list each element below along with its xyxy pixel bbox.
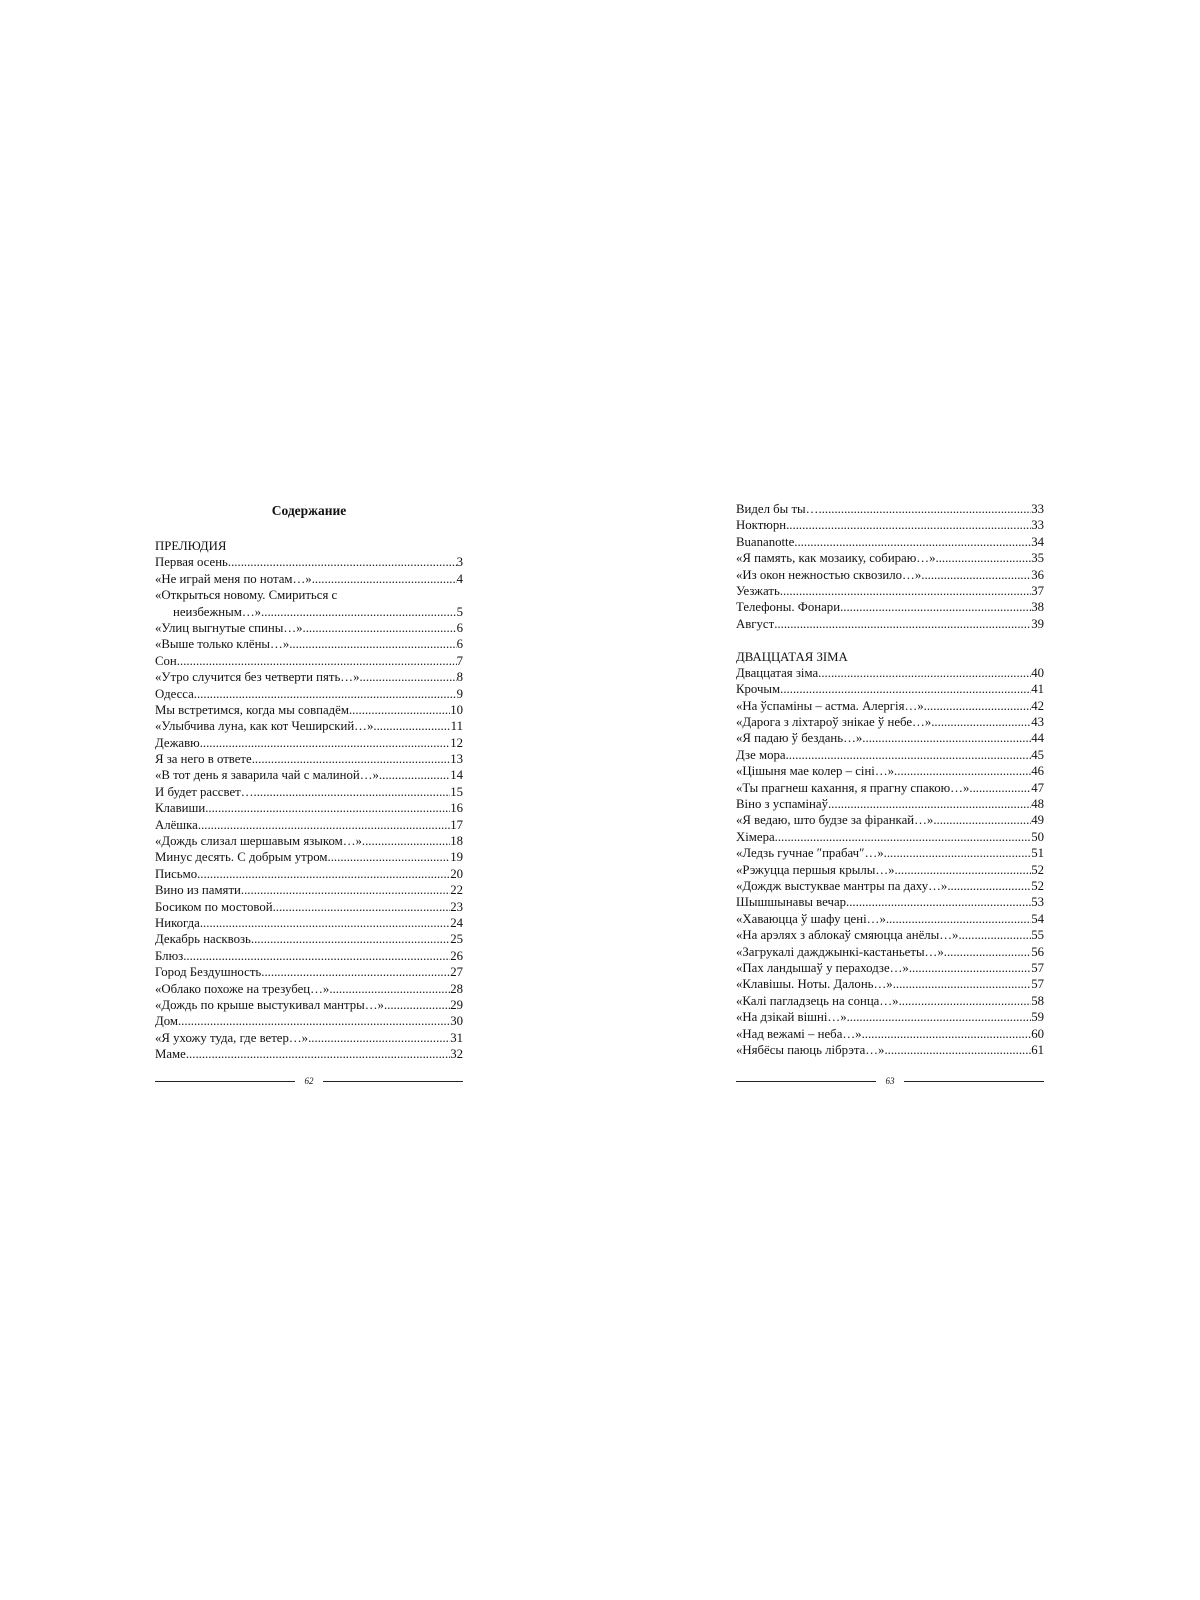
toc-entry-page: 32 [450, 1047, 463, 1062]
toc-entry [736, 894, 1044, 910]
toc-entry-page: 51 [1031, 846, 1044, 861]
toc-entry-title: «Пах ландышаў у пераходзе…» [736, 960, 909, 975]
toc-leader-dots [183, 948, 450, 964]
toc-leader-dots [846, 894, 1031, 910]
toc-entry-page: 59 [1031, 1010, 1044, 1025]
toc-entry [155, 997, 463, 1013]
toc-entry [736, 583, 1044, 599]
toc-entry-title: «На дзікай вішні…» [736, 1010, 847, 1025]
toc-entry-title: Август [736, 616, 775, 631]
toc-entry-page: 39 [1031, 616, 1044, 631]
toc-entry-title: Шышшынавы вечар [736, 895, 847, 910]
toc-entry [155, 636, 463, 652]
toc-entry [155, 620, 463, 636]
toc-entry [155, 702, 463, 718]
left-page [155, 0, 463, 1600]
toc-entry-title: «Не играй меня по нотам…» [155, 571, 312, 586]
toc-entry [155, 1013, 463, 1029]
page-footer-left [155, 1075, 463, 1089]
toc-entry-title: «Улыбчива луна, как кот Чеширский…» [155, 719, 374, 734]
section-gap [736, 632, 1044, 648]
toc-entry-title: Дзе мора [736, 747, 786, 762]
toc-entry-title: «Я падаю ў бездань…» [736, 731, 863, 746]
toc-entry [155, 800, 463, 816]
toc-entry-page: 47 [1031, 780, 1044, 795]
toc-leader-dots [924, 698, 1032, 714]
toc-entry-page: 40 [1031, 665, 1044, 680]
footer-rule [904, 1081, 1044, 1082]
toc-entry-page: 46 [1031, 764, 1044, 779]
toc-entry-page: 37 [1031, 583, 1044, 598]
toc-entry-title: «Дождь по крыше выстукивал мантры…» [155, 997, 384, 1012]
toc-entry-page: 19 [450, 850, 463, 865]
toc-entry-page: 36 [1031, 567, 1044, 582]
toc-entry-page: 17 [450, 817, 463, 832]
toc-entry-title: «Я ведаю, што будзе за фіранкай…» [736, 813, 934, 828]
toc-leader-dots [933, 812, 1031, 828]
toc-entry-title: И будет рассвет… [155, 784, 254, 799]
toc-entry-title: Хімера [736, 829, 775, 844]
toc-entry [736, 812, 1044, 828]
toc-entry-page: 31 [450, 1030, 463, 1045]
toc-entry-title: Я за него в ответе [155, 752, 252, 767]
toc-entry-title: «Утро случится без четверти пять…» [155, 670, 360, 685]
toc-leader-dots [774, 616, 1031, 632]
toc-entry [736, 517, 1044, 533]
toc-entry-title: Телефоны. Фонари [736, 600, 841, 615]
toc-entry-page: 53 [1031, 895, 1044, 910]
toc-entry [155, 981, 463, 997]
toc-entry-title: Сон [155, 653, 177, 668]
toc-leader-dots [862, 730, 1031, 746]
toc-entry-title: «Ледзь гучнае ″прабач″…» [736, 846, 884, 861]
toc-entry [736, 829, 1044, 845]
toc-leader-dots [200, 735, 451, 751]
toc-entry [155, 1030, 463, 1046]
toc-entry-title: «Улиц выгнутые спины…» [155, 620, 303, 635]
toc-leader-dots [899, 993, 1032, 1009]
toc-entry [155, 899, 463, 915]
toc-entry-page: 18 [450, 834, 463, 849]
toc-entry-title: «На арэлях з аблокаў смяюцца анёлы…» [736, 928, 959, 943]
toc-entry [155, 718, 463, 734]
toc-entry [736, 796, 1044, 812]
toc-entry-title: неизбежным…» [173, 604, 262, 619]
toc-leader-dots [818, 665, 1031, 681]
toc-entry [155, 817, 463, 833]
toc-entry-title: Маме [155, 1047, 186, 1062]
toc-entry [155, 784, 463, 800]
toc-leader-dots [261, 604, 457, 620]
toc-entry [155, 915, 463, 931]
toc-entry [155, 882, 463, 898]
contents-heading: Содержание [271, 503, 347, 518]
toc-leader-dots [228, 554, 457, 570]
toc-entry-page: 3 [456, 555, 463, 570]
toc-leader-dots [379, 767, 450, 783]
toc-entry [736, 681, 1044, 697]
toc-entry-title: «Загрукалі дажджынкі-кастаньеты…» [736, 944, 944, 959]
toc-leader-dots [308, 1030, 450, 1046]
toc-entry [736, 911, 1044, 927]
toc-entry-title: «Открыться новому. Смириться с [155, 588, 338, 603]
toc-left [155, 538, 463, 1063]
toc-entry-page: 7 [456, 653, 463, 668]
toc-entry-title: Блюз [155, 948, 184, 963]
toc-entry-page: 11 [450, 719, 463, 734]
toc-entry [155, 767, 463, 783]
toc-entry-title: «Над вежамі – неба…» [736, 1026, 862, 1041]
toc-entry-page: 34 [1031, 534, 1044, 549]
page-number: 63 [885, 1076, 895, 1086]
toc-entry-page: 44 [1031, 731, 1044, 746]
toc-leader-dots [194, 686, 457, 702]
toc-leader-dots [303, 620, 457, 636]
toc-entry [736, 763, 1044, 779]
toc-entry [736, 534, 1044, 550]
toc-entry-page: 42 [1031, 698, 1044, 713]
toc-leader-dots [786, 517, 1031, 533]
page-footer-right [736, 1075, 1044, 1089]
toc-entry-page: 28 [450, 981, 463, 996]
section-title-prelude: ПРЕЛЮДИЯ [155, 539, 227, 553]
toc-entry [736, 567, 1044, 583]
toc-entry-page: 8 [456, 670, 463, 685]
toc-leader-dots [847, 1009, 1032, 1025]
toc-leader-dots [862, 1026, 1032, 1042]
toc-entry [155, 931, 463, 947]
toc-entry-title: Buananotte [736, 534, 795, 549]
toc-entry-title: Ноктюрн [736, 518, 787, 533]
toc-leader-dots [349, 702, 450, 718]
toc-leader-dots [895, 862, 1032, 878]
toc-entry-page: 10 [450, 702, 463, 717]
toc-entry-page: 48 [1031, 797, 1044, 812]
toc-leader-dots [884, 845, 1032, 861]
toc-entry-page: 26 [450, 948, 463, 963]
toc-entry-title: Дежавю [155, 735, 200, 750]
toc-entry [736, 730, 1044, 746]
toc-entry [155, 686, 463, 702]
toc-entry [736, 698, 1044, 714]
toc-entry-page: 61 [1031, 1042, 1044, 1057]
toc-entry-page: 43 [1031, 715, 1044, 730]
toc-entry-title: «На ўспаміны – астма. Алергія…» [736, 698, 924, 713]
toc-entry [155, 849, 463, 865]
toc-entry-page: 29 [450, 997, 463, 1012]
toc-leader-dots [909, 960, 1031, 976]
toc-leader-dots [828, 796, 1031, 812]
toc-entry-title: Алёшка [155, 817, 198, 832]
toc-entry [736, 616, 1044, 632]
toc-entry-page: 27 [450, 965, 463, 980]
toc-leader-dots [384, 997, 450, 1013]
toc-entry-page: 12 [450, 735, 463, 750]
toc-leader-dots [251, 931, 450, 947]
toc-entry [736, 714, 1044, 730]
toc-entry [155, 751, 463, 767]
toc-entry-title: Дом [155, 1014, 178, 1029]
toc-entry [736, 780, 1044, 796]
toc-entry-title: «Цішыня мае колер – сіні…» [736, 764, 895, 779]
toc-leader-dots [205, 800, 450, 816]
footer-rule [323, 1081, 463, 1082]
toc-entry-page: 14 [450, 768, 463, 783]
toc-leader-dots [289, 636, 456, 652]
toc-entry-title: «Дождж выстуквае мантры па даху…» [736, 878, 948, 893]
right-page [736, 0, 1044, 1600]
toc-leader-dots [241, 882, 450, 898]
toc-entry-title: «Дождь слизал шершавым языком…» [155, 834, 362, 849]
toc-entry-page: 20 [450, 866, 463, 881]
toc-entry [155, 1046, 463, 1062]
toc-leader-dots [775, 829, 1032, 845]
toc-entry-page: 45 [1031, 747, 1044, 762]
toc-entry-title: «Я память, как мозаику, собираю…» [736, 551, 936, 566]
toc-entry-page: 33 [1031, 518, 1044, 533]
toc-leader-dots [786, 747, 1032, 763]
toc-entry-page: 41 [1031, 682, 1044, 697]
toc-entry-title: Одесса [155, 686, 194, 701]
toc-entry [155, 964, 463, 980]
toc-entry-page: 13 [450, 752, 463, 767]
toc-leader-dots [362, 833, 450, 849]
toc-entry-title: «Клавішы. Ноты. Далонь…» [736, 977, 893, 992]
toc-leader-dots [794, 534, 1031, 550]
toc-entry [155, 604, 463, 620]
toc-entry-page: 6 [456, 637, 463, 652]
page-number: 62 [304, 1076, 314, 1086]
toc-entry [736, 845, 1044, 861]
toc-leader-dots [958, 927, 1031, 943]
toc-leader-dots [780, 583, 1031, 599]
toc-entry-page: 5 [456, 604, 463, 619]
toc-leader-dots [884, 1042, 1031, 1058]
toc-entry-title: Крочым [736, 682, 781, 697]
toc-entry-page: 49 [1031, 813, 1044, 828]
toc-entry [155, 653, 463, 669]
toc-entry-title: «Ты прагнеш кахання, я прагну спакою…» [736, 780, 970, 795]
toc-entry [736, 960, 1044, 976]
toc-entry-page: 52 [1031, 862, 1044, 877]
toc-entry [736, 1026, 1044, 1042]
toc-entry-title: Город Бездушность [155, 965, 262, 980]
toc-entry-title: «Выше только клёны…» [155, 637, 290, 652]
toc-leader-dots [373, 718, 450, 734]
toc-entry [736, 1009, 1044, 1025]
toc-entry [736, 862, 1044, 878]
toc-entry-page: 24 [450, 915, 463, 930]
toc-entry-page: 30 [450, 1014, 463, 1029]
toc-leader-dots [312, 571, 457, 587]
toc-entry-page: 54 [1031, 911, 1044, 926]
toc-entry-page: 57 [1031, 977, 1044, 992]
toc-entry [736, 878, 1044, 894]
toc-entry-page: 25 [450, 932, 463, 947]
toc-leader-dots [273, 899, 451, 915]
toc-entry-title: Дваццатая зіма [736, 665, 819, 680]
toc-leader-dots [328, 849, 451, 865]
toc-entry-title: Віно з успамінаў [736, 797, 828, 812]
toc-entry-page: 15 [450, 784, 463, 799]
toc-entry-page: 22 [450, 883, 463, 898]
toc-entry [736, 1042, 1044, 1058]
toc-entry-title: Минус десять. С добрым утром [155, 850, 328, 865]
toc-leader-dots [329, 981, 450, 997]
toc-entry-title: Босиком по мостовой [155, 899, 273, 914]
toc-leader-dots [944, 944, 1031, 960]
toc-leader-dots [200, 915, 450, 931]
toc-entry [736, 599, 1044, 615]
toc-entry-title: Видел бы ты… [736, 502, 819, 516]
toc-leader-dots [254, 784, 451, 800]
toc-leader-dots [931, 714, 1031, 730]
toc-entry-title: «Облако похоже на трезубец…» [155, 981, 330, 996]
toc-entry-title: «Нябёсы паюць лібрэта…» [736, 1042, 885, 1057]
toc-entry-page: 56 [1031, 944, 1044, 959]
toc-entry-title: Первая осень [155, 555, 228, 570]
toc-entry-title: «Калі пагладзець на сонца…» [736, 993, 899, 1008]
toc-leader-dots [969, 780, 1031, 796]
toc-entry-title: Никогда [155, 915, 200, 930]
toc-entry-page: 50 [1031, 829, 1044, 844]
section-title-twentieth-winter: ДВАЦЦАТАЯ ЗІМА [736, 649, 848, 664]
toc-leader-dots [252, 751, 450, 767]
toc-entry [736, 550, 1044, 566]
toc-entry [736, 501, 1044, 517]
toc-entry [736, 747, 1044, 763]
toc-entry [155, 554, 463, 570]
toc-entry [155, 669, 463, 685]
toc-leader-dots [947, 878, 1031, 894]
toc-entry-title: Клавиши [155, 801, 206, 816]
toc-entry-title: «Рэжуцца першыя крылы…» [736, 862, 895, 877]
toc-entry-page: 33 [1031, 502, 1044, 516]
toc-leader-dots [198, 817, 450, 833]
toc-entry-title: Декабрь насквозь [155, 932, 251, 947]
toc-entry-page: 55 [1031, 928, 1044, 943]
toc-entry-title: «Хаваюцца ў шафу цені…» [736, 911, 886, 926]
toc-leader-dots [261, 964, 450, 980]
toc-entry [155, 735, 463, 751]
toc-leader-dots [177, 653, 457, 669]
toc-leader-dots [893, 976, 1032, 992]
toc-entry [155, 587, 463, 603]
toc-entry-title: Уезжать [736, 583, 780, 598]
toc-leader-dots [894, 763, 1031, 779]
toc-entry-page: 60 [1031, 1026, 1044, 1041]
toc-entry-page: 6 [456, 620, 463, 635]
toc-entry-page: 38 [1031, 600, 1044, 615]
toc-leader-dots [780, 681, 1031, 697]
toc-entry-page: 58 [1031, 993, 1044, 1008]
toc-entry [736, 944, 1044, 960]
toc-entry [736, 976, 1044, 992]
toc-entry-title: Письмо [155, 866, 198, 881]
toc-entry-page: 16 [450, 801, 463, 816]
toc-entry-title: «Дарога з ліхтароў знікае ў небе…» [736, 715, 932, 730]
toc-entry-page: 23 [450, 899, 463, 914]
toc-entry [736, 665, 1044, 681]
toc-entry-page: 57 [1031, 960, 1044, 975]
toc-right [736, 501, 1044, 1058]
toc-entry [155, 571, 463, 587]
toc-entry-page: 9 [456, 686, 463, 701]
toc-leader-dots [186, 1046, 450, 1062]
toc-leader-dots [359, 669, 456, 685]
toc-entry-page: 35 [1031, 551, 1044, 566]
toc-entry-page: 52 [1031, 878, 1044, 893]
toc-leader-dots [178, 1013, 450, 1029]
toc-entry [155, 866, 463, 882]
toc-leader-dots [840, 599, 1031, 615]
toc-leader-dots [197, 866, 450, 882]
toc-entry-page: 4 [456, 571, 463, 586]
toc-leader-dots [936, 550, 1032, 566]
toc-entry [736, 927, 1044, 943]
toc-entry [736, 993, 1044, 1009]
toc-entry-title: «В тот день я заварила чай с малиной…» [155, 768, 379, 783]
toc-entry-title: «Из окон нежностью сквозило…» [736, 567, 922, 582]
toc-entry-title: «Я ухожу туда, где ветер…» [155, 1030, 309, 1045]
toc-leader-dots [886, 911, 1031, 927]
toc-entry [155, 833, 463, 849]
toc-entry-title: Мы встретимся, когда мы совпадём [155, 702, 349, 717]
toc-entry-title: Вино из памяти [155, 883, 241, 898]
toc-entry [155, 948, 463, 964]
toc-leader-dots [921, 567, 1031, 583]
toc-leader-dots [818, 501, 1031, 517]
